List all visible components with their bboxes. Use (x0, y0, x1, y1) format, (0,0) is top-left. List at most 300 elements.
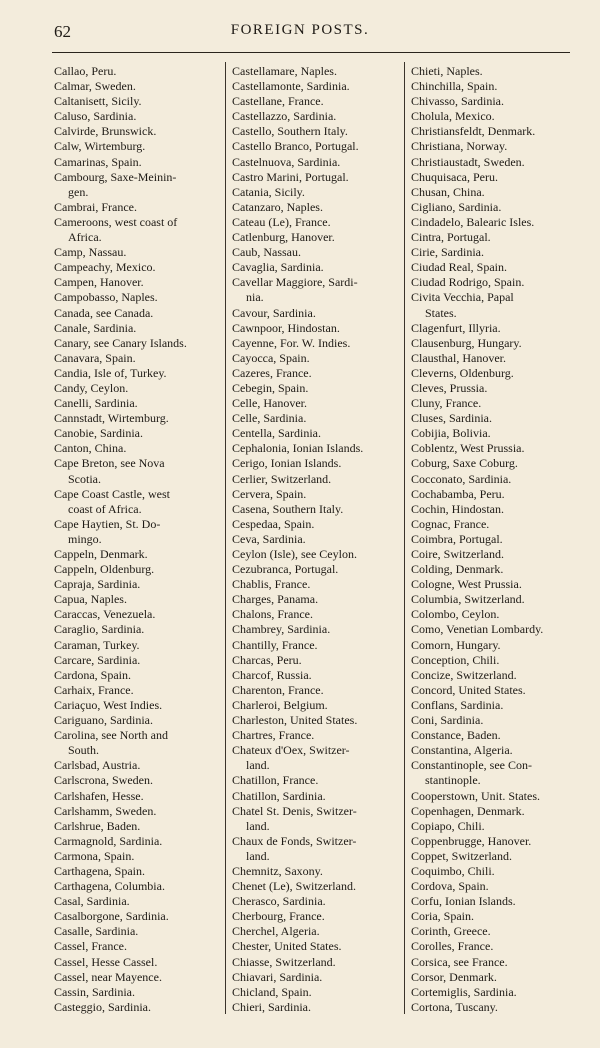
index-entry (232, 834, 402, 864)
index-entry (232, 789, 402, 804)
entry-text: Calmar, Sweden. (54, 79, 136, 94)
index-entry (54, 170, 220, 200)
entry-text: Cephalonia, Ionian Islands. (232, 441, 364, 456)
column-divider (404, 62, 405, 1014)
index-entry (54, 411, 220, 426)
page-header (0, 22, 600, 44)
entry-text: Callao, Peru. (54, 64, 117, 78)
index-entry (232, 743, 402, 773)
entry-text: Clagenfurt, Illyria. (411, 320, 501, 335)
index-entry (232, 924, 402, 939)
entry-text: Castellamonte, Sardinia. (232, 79, 350, 94)
index-entry (411, 139, 577, 154)
index-entry (54, 909, 220, 924)
index-entry (54, 124, 220, 139)
entry-text: Cannstadt, Wirtemburg. (54, 411, 169, 426)
index-entry (54, 985, 220, 1000)
index-entry (411, 804, 577, 819)
entry-continuation: mingo. (68, 531, 102, 546)
running-head: FOREIGN POSTS. (230, 22, 370, 38)
entry-text: Concord, United States. (411, 682, 526, 697)
entry-continuation: States. (425, 305, 457, 320)
entry-text: Cappeln, Oldenburg. (54, 562, 155, 577)
entry-text: Corsica, see France. (411, 954, 508, 969)
entry-text: Candy, Ceylon. (54, 380, 129, 395)
entry-text: Carlshrue, Baden. (54, 818, 141, 833)
entry-text: Carcare, Sardinia. (54, 652, 141, 667)
entry-text: Chatel St. Denis, Switzer- (232, 803, 357, 818)
index-entry (411, 547, 577, 562)
index-entry (411, 426, 577, 441)
entry-text: Cardona, Spain. (54, 667, 131, 682)
index-entry (54, 456, 220, 486)
entry-text: Campobasso, Naples. (54, 290, 158, 305)
index-entry (232, 366, 402, 381)
index-entry (232, 275, 402, 305)
entry-text: Campen, Hanover. (54, 275, 144, 290)
entry-text: Cariguano, Sardinia. (54, 713, 153, 728)
index-entry (411, 789, 577, 804)
entry-text: Cordova, Spain. (411, 879, 489, 894)
index-entry (411, 200, 577, 215)
index-entry (411, 668, 577, 683)
entry-text: Chalons, France. (232, 607, 313, 622)
entry-text: Carthagena, Spain. (54, 863, 145, 878)
index-entry (54, 789, 220, 804)
entry-text: Clausenburg, Hungary. (411, 335, 522, 350)
index-entry (232, 713, 402, 728)
entry-text: Carmagnold, Sardinia. (54, 833, 163, 848)
entry-text: Capraja, Sardinia. (54, 577, 141, 592)
index-entry (411, 562, 577, 577)
index-entry (232, 532, 402, 547)
entry-text: Cintra, Portugal. (411, 230, 491, 245)
index-entry (411, 864, 577, 879)
entry-text: Celle, Hanover. (232, 396, 307, 411)
entry-text: Conflans, Sardinia. (411, 697, 504, 712)
entry-text: Canary, see Canary Islands. (54, 335, 187, 350)
index-entry (54, 698, 220, 713)
index-entry (54, 562, 220, 577)
index-entry (232, 1000, 402, 1015)
entry-text: Ciudad Real, Spain. (411, 260, 507, 275)
index-entry (411, 351, 577, 366)
index-entry (232, 245, 402, 260)
entry-text: Casalborgone, Sardinia. (54, 909, 169, 924)
index-entry (411, 622, 577, 637)
index-entry (54, 864, 220, 879)
index-entry (411, 939, 577, 954)
index-entry (411, 577, 577, 592)
entry-text: Campeachy, Mexico. (54, 260, 156, 275)
index-entry (232, 955, 402, 970)
entry-text: Cluny, France. (411, 396, 482, 411)
index-entry (411, 230, 577, 245)
index-entry (411, 728, 577, 743)
index-entry (232, 109, 402, 124)
index-entry (54, 939, 220, 954)
index-entry (411, 124, 577, 139)
entry-text: Chusan, China. (411, 184, 485, 199)
entry-text: Cayenne, For. W. Indies. (232, 335, 351, 350)
entry-text: Cezubranca, Portugal. (232, 562, 339, 577)
entry-text: Carthagena, Columbia. (54, 879, 165, 894)
entry-text: Caltanisett, Sicily. (54, 94, 142, 109)
entry-text: Chester, United States. (232, 939, 342, 954)
entry-text: Cassin, Sardinia. (54, 984, 135, 999)
index-entry (232, 426, 402, 441)
entry-text: Catania, Sicily. (232, 184, 305, 199)
entry-text: Catanzaro, Naples. (232, 199, 323, 214)
index-entry (232, 909, 402, 924)
entry-continuation: land. (246, 758, 270, 773)
index-entry (54, 426, 220, 441)
entry-text: Copiapo, Chili. (411, 818, 485, 833)
entry-text: Corfu, Ionian Islands. (411, 894, 516, 909)
index-entry (411, 607, 577, 622)
entry-text: Cappeln, Denmark. (54, 547, 148, 561)
index-entry (232, 215, 402, 230)
entry-text: Cochin, Hindostan. (411, 501, 504, 516)
index-entry (232, 547, 402, 562)
index-entry (54, 139, 220, 154)
index-entry (232, 472, 402, 487)
index-entry (232, 139, 402, 154)
index-entry (54, 955, 220, 970)
entry-text: Celle, Sardinia. (232, 411, 307, 426)
entry-text: Chieri, Sardinia. (232, 999, 311, 1014)
entry-text: Cape Haytien, St. Do- (54, 516, 161, 531)
entry-text: Cochabamba, Peru. (411, 486, 505, 501)
entry-text: Constantinople, see Con- (411, 758, 532, 773)
entry-text: Cape Coast Castle, west (54, 486, 170, 501)
index-entry (232, 260, 402, 275)
entry-text: Cariaçuo, West Indies. (54, 697, 163, 712)
entry-text: Coppenbrugge, Hanover. (411, 833, 532, 848)
entry-text: Cerlier, Switzerland. (232, 471, 332, 486)
entry-text: Cambrai, France. (54, 199, 137, 214)
entry-continuation: South. (68, 743, 100, 758)
entry-text: Cespedaa, Spain. (232, 516, 315, 531)
index-entry (411, 698, 577, 713)
entry-text: Coni, Sardinia. (411, 713, 484, 728)
index-entry (411, 336, 577, 351)
entry-text: Carhaix, France. (54, 682, 134, 697)
entry-text: Cooperstown, Unit. States. (411, 788, 540, 803)
index-entry (232, 336, 402, 351)
index-entry (54, 592, 220, 607)
index-entry (54, 321, 220, 336)
index-entry (54, 894, 220, 909)
index-entry (54, 773, 220, 788)
index-entry (411, 502, 577, 517)
entry-text: Carolina, see North and (54, 728, 168, 743)
index-entry (232, 894, 402, 909)
entry-text: Candia, Isle of, Turkey. (54, 365, 167, 380)
index-entry (411, 260, 577, 275)
entry-text: Canton, China. (54, 441, 127, 456)
entry-text: Chatillon, France. (232, 773, 319, 788)
index-entry (411, 94, 577, 109)
entry-text: Camp, Nassau. (54, 245, 127, 260)
entry-text: Chaux de Fonds, Switzer- (232, 833, 357, 848)
entry-text: Coquimbo, Chili. (411, 863, 495, 878)
entry-text: Chemnitz, Saxony. (232, 863, 323, 878)
entry-text: Canobie, Sardinia. (54, 426, 143, 441)
entry-text: Cirie, Sardinia. (411, 245, 484, 260)
index-entry (411, 532, 577, 547)
index-entry (54, 683, 220, 698)
index-entry (411, 819, 577, 834)
index-entry (54, 215, 220, 245)
index-entry (54, 200, 220, 215)
index-entry (54, 713, 220, 728)
entry-text: Corsor, Denmark. (411, 969, 497, 984)
index-entry (54, 577, 220, 592)
index-entry (411, 1000, 577, 1015)
entry-text: Chatillon, Sardinia. (232, 788, 326, 803)
entry-text: Cerigo, Ionian Islands. (232, 456, 342, 471)
entry-text: Christiansfeldt, Denmark. (411, 124, 536, 139)
index-entry (232, 562, 402, 577)
index-entry (232, 864, 402, 879)
index-entry (232, 170, 402, 185)
index-entry (54, 109, 220, 124)
entry-text: Coburg, Saxe Coburg. (411, 456, 518, 471)
index-entry (232, 64, 402, 79)
index-entry (232, 396, 402, 411)
entry-text: Chablis, France. (232, 577, 311, 592)
index-entry (411, 879, 577, 894)
entry-text: Cortona, Tuscany. (411, 999, 498, 1014)
entry-text: Castro Marini, Portugal. (232, 169, 349, 184)
index-entry (54, 351, 220, 366)
index-entry (232, 728, 402, 743)
index-entry (232, 124, 402, 139)
index-entry (411, 592, 577, 607)
entry-text: Cayocca, Spain. (232, 350, 310, 365)
entry-text: Cleves, Prussia. (411, 380, 488, 395)
index-entry (232, 94, 402, 109)
index-entry (232, 668, 402, 683)
entry-text: Columbia, Switzerland. (411, 592, 525, 607)
entry-continuation: stantinople. (425, 773, 481, 788)
index-entry (411, 849, 577, 864)
entry-text: Casena, Southern Italy. (232, 501, 344, 516)
index-entry (54, 924, 220, 939)
header-rule (52, 52, 570, 53)
entry-text: Castellazzo, Sardinia. (232, 109, 337, 124)
entry-text: Comorn, Hungary. (411, 637, 501, 652)
index-entry (232, 230, 402, 245)
column-divider (225, 62, 226, 1014)
entry-continuation: land. (246, 848, 270, 863)
entry-text: Calw, Wirtemburg. (54, 139, 146, 154)
index-entry (232, 577, 402, 592)
entry-text: Castello, Southern Italy. (232, 124, 348, 139)
entry-text: Como, Venetian Lombardy. (411, 622, 544, 637)
index-entry (54, 64, 220, 79)
index-entry (411, 215, 577, 230)
index-entry (54, 970, 220, 985)
entry-text: Canavara, Spain. (54, 350, 136, 365)
entry-text: Cleverns, Oldenburg. (411, 365, 514, 380)
index-entry (54, 607, 220, 622)
entry-text: Coire, Switzerland. (411, 547, 504, 561)
index-entry (232, 622, 402, 637)
entry-text: Cognac, France. (411, 516, 490, 531)
entry-text: Castello Branco, Portugal. (232, 139, 359, 154)
entry-text: Cawnpoor, Hindostan. (232, 320, 340, 335)
index-entry (411, 64, 577, 79)
entry-text: Canada, see Canada. (54, 305, 154, 320)
index-entry (232, 592, 402, 607)
index-entry (54, 834, 220, 849)
index-entry (232, 985, 402, 1000)
entry-text: Corinth, Greece. (411, 924, 491, 939)
entry-text: Casalle, Sardinia. (54, 924, 139, 939)
entry-text: Coria, Spain. (411, 909, 474, 924)
index-entry (411, 170, 577, 185)
entry-text: Caluso, Sardinia. (54, 109, 137, 124)
index-entry (411, 381, 577, 396)
entry-text: Christiana, Norway. (411, 139, 508, 154)
index-entry (411, 909, 577, 924)
index-entry (54, 728, 220, 758)
entry-text: Constance, Baden. (411, 728, 501, 743)
entry-text: Carlsbad, Austria. (54, 758, 141, 773)
entry-text: Cateau (Le), France. (232, 214, 331, 229)
index-entry (232, 517, 402, 532)
index-entry (54, 547, 220, 562)
entry-text: Christiaustadt, Sweden. (411, 154, 525, 169)
index-entry (411, 441, 577, 456)
index-entry (232, 502, 402, 517)
entry-text: Cassel, near Mayence. (54, 969, 162, 984)
index-entry (54, 336, 220, 351)
index-entry (411, 924, 577, 939)
entry-text: Catlenburg, Hanover. (232, 230, 335, 245)
entry-text: Caraccas, Venezuela. (54, 607, 156, 622)
index-entry (411, 321, 577, 336)
index-entry (232, 155, 402, 170)
index-entry (232, 200, 402, 215)
index-entry (54, 758, 220, 773)
entry-text: Caub, Nassau. (232, 245, 301, 260)
index-entry (232, 456, 402, 471)
entry-text: Cherbourg, France. (232, 909, 325, 924)
entry-text: Chiasse, Switzerland. (232, 954, 336, 969)
index-entry (232, 638, 402, 653)
entry-text: Cindadelo, Balearic Isles. (411, 214, 535, 229)
index-entry (54, 804, 220, 819)
entry-text: Capua, Naples. (54, 592, 127, 607)
entry-text: Camarinas, Spain. (54, 154, 142, 169)
index-entry (232, 804, 402, 834)
entry-text: Conception, Chili. (411, 652, 500, 667)
index-entry (232, 653, 402, 668)
index-entry (232, 607, 402, 622)
index-entry (411, 985, 577, 1000)
entry-text: Chieti, Naples. (411, 64, 483, 78)
entry-text: Cavaglia, Sardinia. (232, 260, 324, 275)
entry-text: Caraman, Turkey. (54, 637, 140, 652)
index-entry (54, 487, 220, 517)
index-entry (232, 487, 402, 502)
entry-text: Cherchel, Algeria. (232, 924, 320, 939)
index-column-2 (232, 64, 402, 1015)
entry-text: Carmona, Spain. (54, 848, 135, 863)
entry-text: Coimbra, Portugal. (411, 531, 503, 546)
entry-text: Canelli, Sardinia. (54, 396, 138, 411)
index-entry (232, 321, 402, 336)
entry-text: Concize, Switzerland. (411, 667, 517, 682)
entry-text: Cologne, West Prussia. (411, 577, 522, 592)
index-entry (232, 411, 402, 426)
entry-text: Cavellar Maggiore, Sardi- (232, 275, 358, 290)
index-column-3 (411, 64, 577, 1015)
index-entry (411, 185, 577, 200)
index-entry (54, 290, 220, 305)
entry-text: Chicland, Spain. (232, 984, 312, 999)
index-entry (232, 351, 402, 366)
index-entry (411, 155, 577, 170)
index-entry (411, 396, 577, 411)
entry-text: Ceylon (Isle), see Ceylon. (232, 547, 357, 561)
index-entry (411, 713, 577, 728)
entry-text: Chuquisaca, Peru. (411, 169, 498, 184)
index-entry (411, 411, 577, 426)
entry-text: Chivasso, Sardinia. (411, 94, 504, 109)
entry-text: Ceva, Sardinia. (232, 531, 306, 546)
entry-text: Chartres, France. (232, 728, 315, 743)
entry-text: Civita Vecchia, Papal (411, 290, 514, 305)
entry-text: Cassel, Hesse Cassel. (54, 954, 158, 969)
index-entry (54, 260, 220, 275)
entry-text: Cavour, Sardinia. (232, 305, 316, 320)
page-number: 62 (54, 22, 71, 41)
entry-text: Cortemiglis, Sardinia. (411, 984, 517, 999)
index-entry (411, 743, 577, 758)
entry-text: Charcas, Peru. (232, 652, 302, 667)
entry-text: Cigliano, Sardinia. (411, 199, 502, 214)
entry-text: Castelnuova, Sardinia. (232, 154, 341, 169)
index-entry (411, 487, 577, 502)
entry-text: Colombo, Ceylon. (411, 607, 500, 622)
entry-text: Charleroi, Belgium. (232, 697, 328, 712)
index-entry (232, 381, 402, 396)
entry-text: Castellamare, Naples. (232, 64, 337, 78)
entry-text: Cazeres, France. (232, 365, 312, 380)
index-entry (54, 879, 220, 894)
entry-text: Cameroons, west coast of (54, 214, 178, 229)
entry-text: Chiavari, Sardinia. (232, 969, 323, 984)
entry-text: Chenet (Le), Switzerland. (232, 879, 356, 894)
entry-text: Cluses, Sardinia. (411, 411, 492, 426)
entry-text: Charenton, France. (232, 682, 324, 697)
index-entry (411, 638, 577, 653)
entry-text: Casal, Sardinia. (54, 894, 130, 909)
entry-text: Carlshamm, Sweden. (54, 803, 157, 818)
index-entry (232, 879, 402, 894)
index-entry (232, 683, 402, 698)
index-entry (411, 472, 577, 487)
entry-text: Chantilly, France. (232, 637, 318, 652)
entry-text: Cocconato, Sardinia. (411, 471, 512, 486)
entry-text: Centella, Sardinia. (232, 426, 321, 441)
index-entry (411, 970, 577, 985)
entry-text: Cape Breton, see Nova (54, 456, 165, 471)
